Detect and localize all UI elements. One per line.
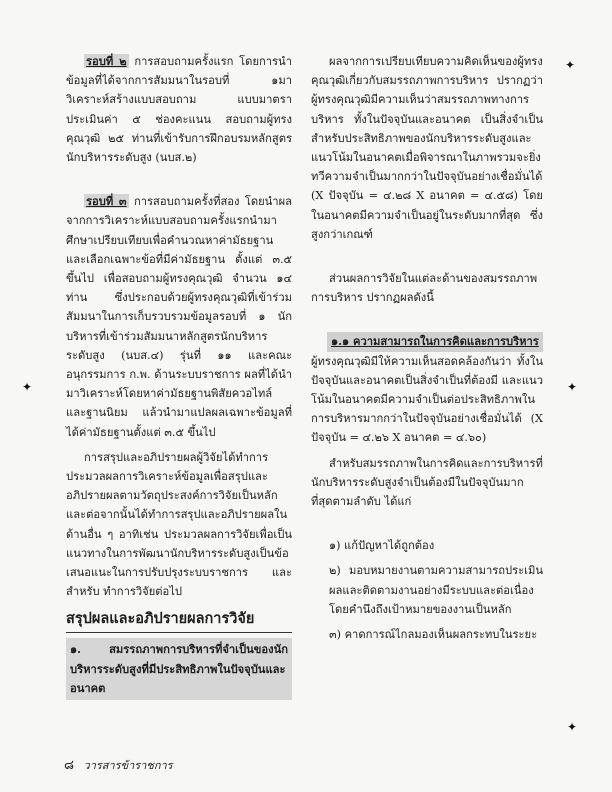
subsection-heading: ๑.๑ ความสามารถในการคิดและการบริหาร — [327, 332, 543, 351]
conclusion-paragraph: การสรุปและอภิปรายผลผู้วิจัยได้ทำการประมวลผลการวิเคราะห์ข้อมูลเพื่อสรุปและอภิปรายผลตามวัตถุประสงค์การวิจัยเป็นหลัก และต่อจากนั้นได้ทำการสรุปและอภิปรายผลในด้านอื่น ๆ อาทิเช่น ประมวลผลการวิจัยเพื่อเป็นแนวทางในการพัฒนานักบริหารระดับสูงเป็นข้อเสนอแนะในการปรับปรุงระบบราชการ และสำหรับ ทำการวิจัยต่อไป — [66, 450, 292, 599]
subsection-paragraph: ผู้ทรงคุณวุฒิมีให้ความเห็นสอดคล้องกันว่า ทั้งในปัจจุบันและอนาคตเป็นสิ่งจำเป็นที่ต้องมี และแนวโน้มในอนาคตมีความจำเป็นต่อประสิทธิภาพในการบริหารมากกว่าในปัจจุบันอย่างเชื่อมั่นได้ (X ปัจจุบัน = ๔.๒๖ X อนาคต = ๔.๖๐) — [311, 354, 543, 445]
intro-paragraph: ผลจากการเปรียบเทียบความคิดเห็นของผู้ทรงคุณวุฒิเกี่ยวกับสมรรถภาพการบริหาร ปรากฏว่าผู้ทรงคุณวุฒิมีความเห็นว่าสมรรถภาพทางการบริหาร ทั้งในปัจจุบันและอนาคต เป็นสิ่งจำเป็นสำหรับประสิทธิภาพของนักบริหารระดับสูงและแนวโน้มในอนาคตเมื่อพิจารณาในภาพรวมจะยิ่งทวีความจำเป็นมากกว่าในปัจจุบันอย่างเชื่อมั่นได้ (X ปัจจุบัน = ๔.๒๘ X อนาคต = ๔.๕๘) โดยในอนาคตมีความจำเป็นอยู่ในระดับมากที่สุด ซึ่งสูงกว่าเกณฑ์ — [311, 55, 543, 241]
registration-mark-icon: ✦ — [22, 380, 33, 394]
journal-name: วารสารข้าราชการ — [83, 759, 173, 772]
round2-label: รอบที่ ๒ — [86, 54, 127, 68]
round2-text: การสอบถามครั้งแรก โดยการนำข้อมูลที่ได้จากการสัมมนาในรอบที่ ๑มาวิเคราะห์สร้างแบบสอบถาม แบบมาตราประเมินค่า ๕ ช่องคะแนน สอบถามผู้ทรงคุณวุฒิ ๒๕ ท่านที่เข้ารับการฝึกอบรมหลักสูตรนักบริหารระดับสูง (นบส.๒) — [66, 55, 292, 165]
round3-paragraph — [66, 192, 292, 442]
list-item: ๒) มอบหมายงานตามความสามารถประเมินผลและติดตามงานอย่างมีระบบและต่อเนื่อง โดยคำนึงถึงเป้าหมายของงานเป็นหลัก — [329, 564, 543, 616]
round3-text: การสอบถามครั้งที่สอง โดยนำผลจากการวิเคราะห์แบบสอบถามครั้งแรกนำมาศึกษาเปรียบเทียบเพื่อคำนวณหาค่ามัธยฐาน และเลือกเฉพาะข้อที่มีค่ามัธยฐาน ตั้งแต่ ๓.๕ ขึ้นไป เพื่อสอบถามผู้ทรงคุณวุฒิ จำนวน ๑๔ ท่าน ซึ่งประกอบด้วยผู้ทรงคุณวุฒิที่เข้าร่วมสัมมนาในการเก็บรวบรวมข้อมูลรอบที่ ๑ นักบริหารที่เข้าร่วมสัมมนาหลักสูตรนักบริหารระดับสูง (นบส.๔) รุ่นที่ ๑๑ และคณะอนุกรรมการ ก.พ. ด้านระบบราชการ ผลที่ได้นำมาวิเคราะห์โดยหาค่ามัธยฐานพิสัยควอไทล์ และฐานนิยม แล้วนำมาแปลผลเฉพาะข้อมูลที่ได้ค่ามัธยฐานตั้งแต่ ๓.๕ ขึ้นไป — [66, 195, 293, 439]
round2-paragraph — [66, 52, 292, 167]
lead-paragraph: สำหรับสมรรถภาพในการคิดและการบริหารที่นักบริหารระดับสูงจำเป็นต้องมีในปัจจุบันมากที่สุดตามลำดับ ได้แก่ — [311, 456, 543, 509]
boxed-heading: ๑. สมรรถภาพการบริหารที่จำเป็นของนักบริหารระดับสูงที่มีประสิทธิภาพในปัจจุบันและอนาคต — [66, 638, 292, 700]
registration-mark-icon: ✦ — [565, 58, 576, 72]
registration-mark-icon: ✦ — [567, 380, 578, 394]
list-item: ๑) แก้ปัญหาได้ถูกต้อง — [329, 539, 435, 553]
detail-paragraph: ส่วนผลการวิจัยในแต่ละด้านของสมรรถภาพการบริหาร ปรากฏผลดังนี้ — [311, 272, 538, 305]
section-title: สรุปผลและอภิปรายผลการวิจัย — [66, 609, 292, 633]
left-column — [66, 52, 292, 700]
list-item: ๓) คาดการณ์ไกลมองเห็นผลกระทบในระยะ — [329, 628, 538, 642]
page-footer — [64, 754, 173, 775]
registration-mark-icon: ✦ — [567, 720, 578, 734]
right-column — [311, 52, 543, 650]
round3-label: รอบที่ ๓ — [86, 194, 127, 209]
page-number: ๘ — [64, 758, 75, 773]
